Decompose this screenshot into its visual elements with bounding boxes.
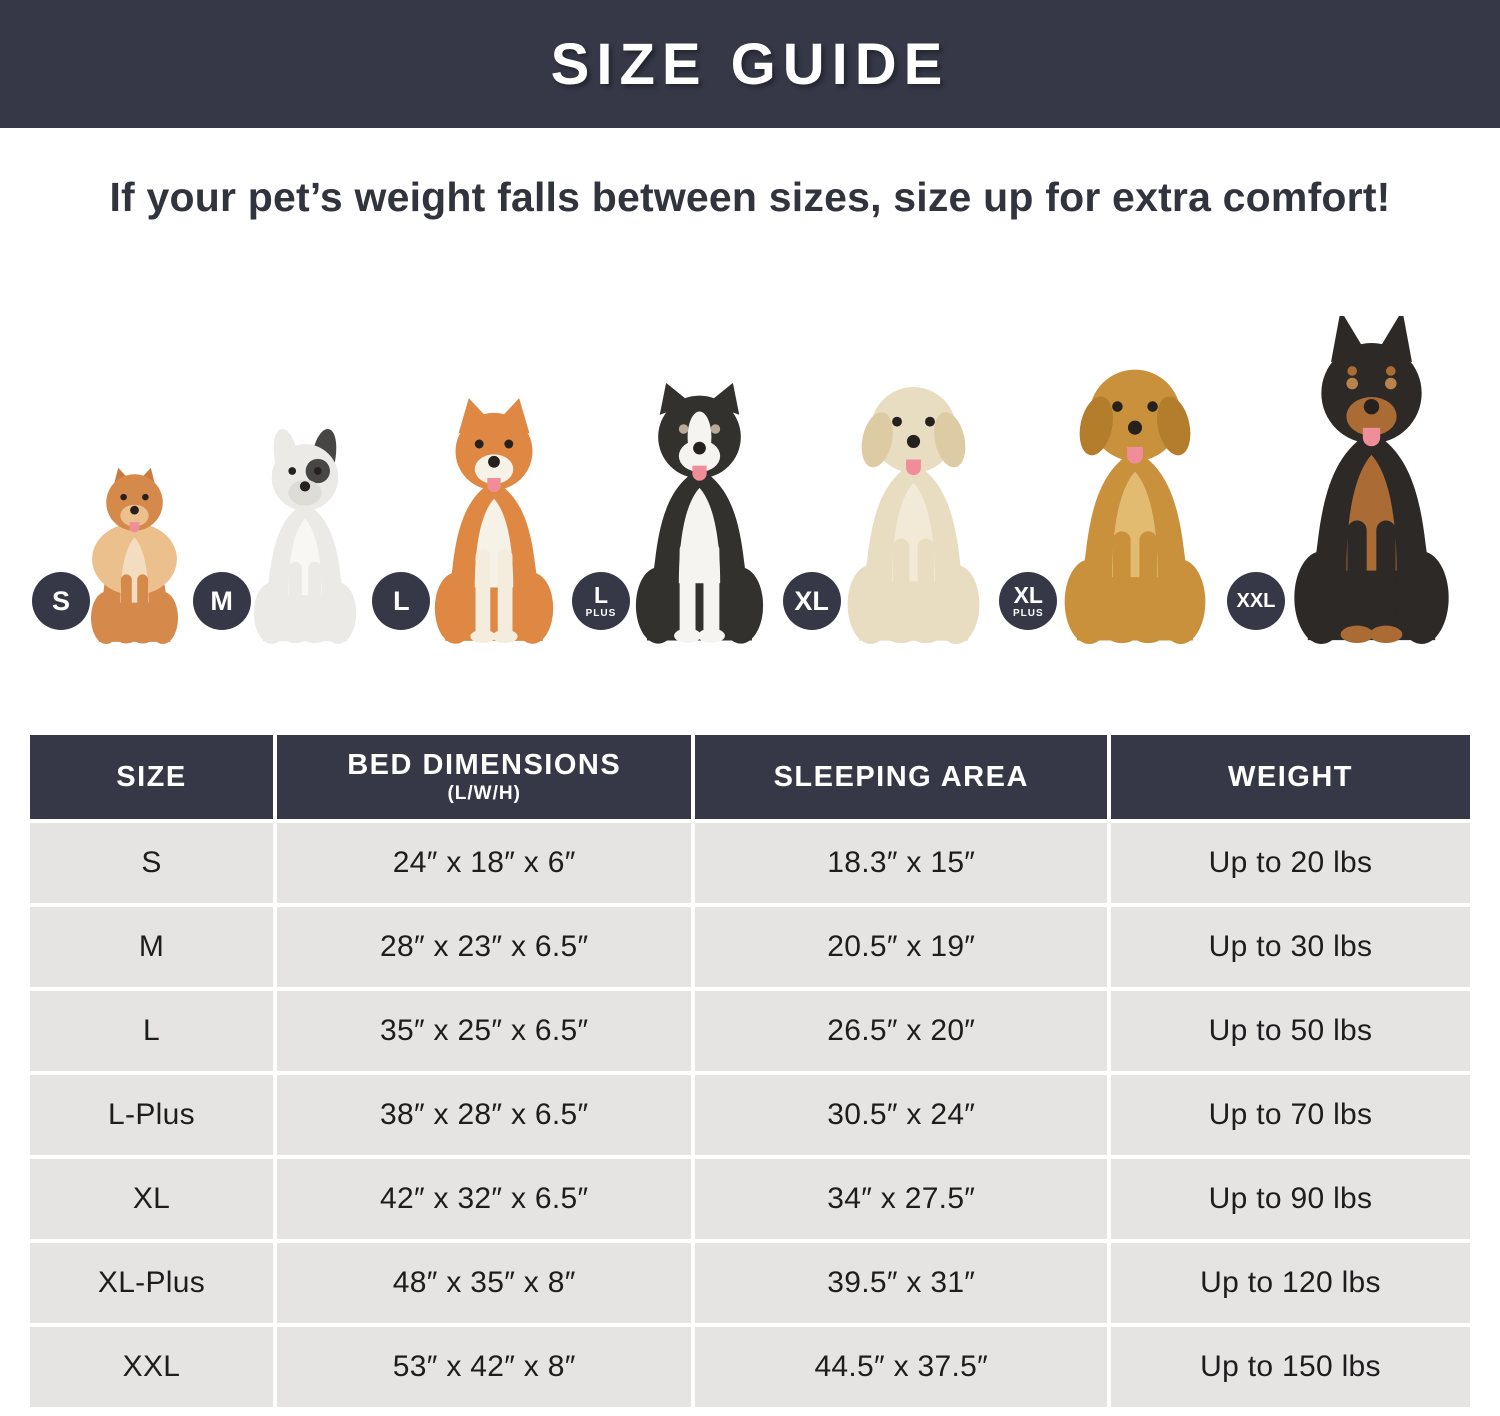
- dog-slot-m: [193, 426, 369, 644]
- badge-sublabel: PLUS: [585, 607, 617, 619]
- cell-l-size: L: [30, 991, 273, 1071]
- bed-dimensions-col-header: [277, 735, 692, 819]
- cell-xxl-weight: Up to 150 lbs: [1111, 1327, 1470, 1407]
- badge-sublabel: PLUS: [1012, 607, 1044, 619]
- golden-retriever-illustration: [1047, 345, 1223, 644]
- border-collie-illustration: [620, 373, 779, 644]
- cell-xl-plus-size: XL-Plus: [30, 1243, 273, 1323]
- size-badge-xl: [783, 572, 841, 630]
- size-table: [30, 735, 1470, 1407]
- size-badge-l: [372, 572, 430, 630]
- dog-slot-l: [372, 392, 568, 644]
- dog-slot-l-plus: [572, 373, 779, 644]
- bed-dimensions-col-subtitle: (L/W/H): [447, 783, 521, 804]
- cell-m-size: M: [30, 907, 273, 987]
- badge-label: S: [51, 585, 70, 616]
- size-badge-m: [193, 572, 251, 630]
- header-bar: [0, 0, 1500, 128]
- weight-col-header: WEIGHT: [1111, 735, 1470, 819]
- size-badge-xxl: [1227, 572, 1285, 630]
- bed-dimensions-col-title: BED DIMENSIONS: [347, 749, 622, 781]
- cell-l-plus-size: L-Plus: [30, 1075, 273, 1155]
- cell-l-sleeping-area: 26.5″ x 20″: [695, 991, 1107, 1071]
- sleeping-area-col-header: SLEEPING AREA: [695, 735, 1107, 819]
- doberman-illustration: [1275, 316, 1468, 644]
- size-badge-xl-plus: [999, 572, 1057, 630]
- cell-s-size: S: [30, 823, 273, 903]
- page-title: SIZE GUIDE: [550, 31, 950, 97]
- cell-xl-plus-weight: Up to 120 lbs: [1111, 1243, 1470, 1323]
- cell-l-weight: Up to 50 lbs: [1111, 991, 1470, 1071]
- badge-label: XL: [1013, 581, 1043, 608]
- cell-s-weight: Up to 20 lbs: [1111, 823, 1470, 903]
- cell-m-weight: Up to 30 lbs: [1111, 907, 1470, 987]
- cell-l-plus-sleeping-area: 30.5″ x 24″: [695, 1075, 1107, 1155]
- pomeranian-illustration: [80, 459, 189, 644]
- cell-xl-plus-bed-dimensions: 48″ x 35″ x 8″: [277, 1243, 692, 1323]
- size-col-header: SIZE: [30, 735, 273, 819]
- cell-xl-size: XL: [30, 1159, 273, 1239]
- cell-xxl-size: XXL: [30, 1327, 273, 1407]
- cell-s-sleeping-area: 18.3″ x 15″: [695, 823, 1107, 903]
- dog-slot-xl-plus: [999, 345, 1223, 644]
- badge-label: L: [593, 581, 608, 608]
- cell-m-sleeping-area: 20.5″ x 19″: [695, 907, 1107, 987]
- cell-l-plus-bed-dimensions: 38″ x 28″ x 6.5″: [277, 1075, 692, 1155]
- dog-slot-xxl: [1227, 316, 1468, 644]
- cell-xxl-bed-dimensions: 53″ x 42″ x 8″: [277, 1327, 692, 1407]
- shiba-inu-illustration: [420, 392, 568, 644]
- cell-xl-plus-sleeping-area: 39.5″ x 31″: [695, 1243, 1107, 1323]
- badge-label: XL: [794, 585, 829, 616]
- size-badge-l-plus: [572, 572, 630, 630]
- badge-label: XXL: [1236, 590, 1276, 612]
- dog-slot-xl: [783, 364, 996, 644]
- badge-label: L: [393, 585, 410, 616]
- dog-size-lineup: [0, 316, 1500, 644]
- cell-l-plus-weight: Up to 70 lbs: [1111, 1075, 1470, 1155]
- labrador-retriever-illustration: [831, 364, 996, 644]
- cell-s-bed-dimensions: 24″ x 18″ x 6″: [277, 823, 692, 903]
- badge-label: M: [210, 585, 233, 616]
- dog-slot-s: [32, 459, 189, 644]
- cell-xxl-sleeping-area: 44.5″ x 37.5″: [695, 1327, 1107, 1407]
- cell-xl-sleeping-area: 34″ x 27.5″: [695, 1159, 1107, 1239]
- cell-xl-bed-dimensions: 42″ x 32″ x 6.5″: [277, 1159, 692, 1239]
- cell-l-bed-dimensions: 35″ x 25″ x 6.5″: [277, 991, 692, 1071]
- cell-m-bed-dimensions: 28″ x 23″ x 6.5″: [277, 907, 692, 987]
- subtitle-text: If your pet’s weight falls between sizes, size up for extra comfort!: [109, 174, 1391, 220]
- french-bulldog-illustration: [241, 426, 369, 644]
- cell-xl-weight: Up to 90 lbs: [1111, 1159, 1470, 1239]
- size-badge-s: [32, 572, 90, 630]
